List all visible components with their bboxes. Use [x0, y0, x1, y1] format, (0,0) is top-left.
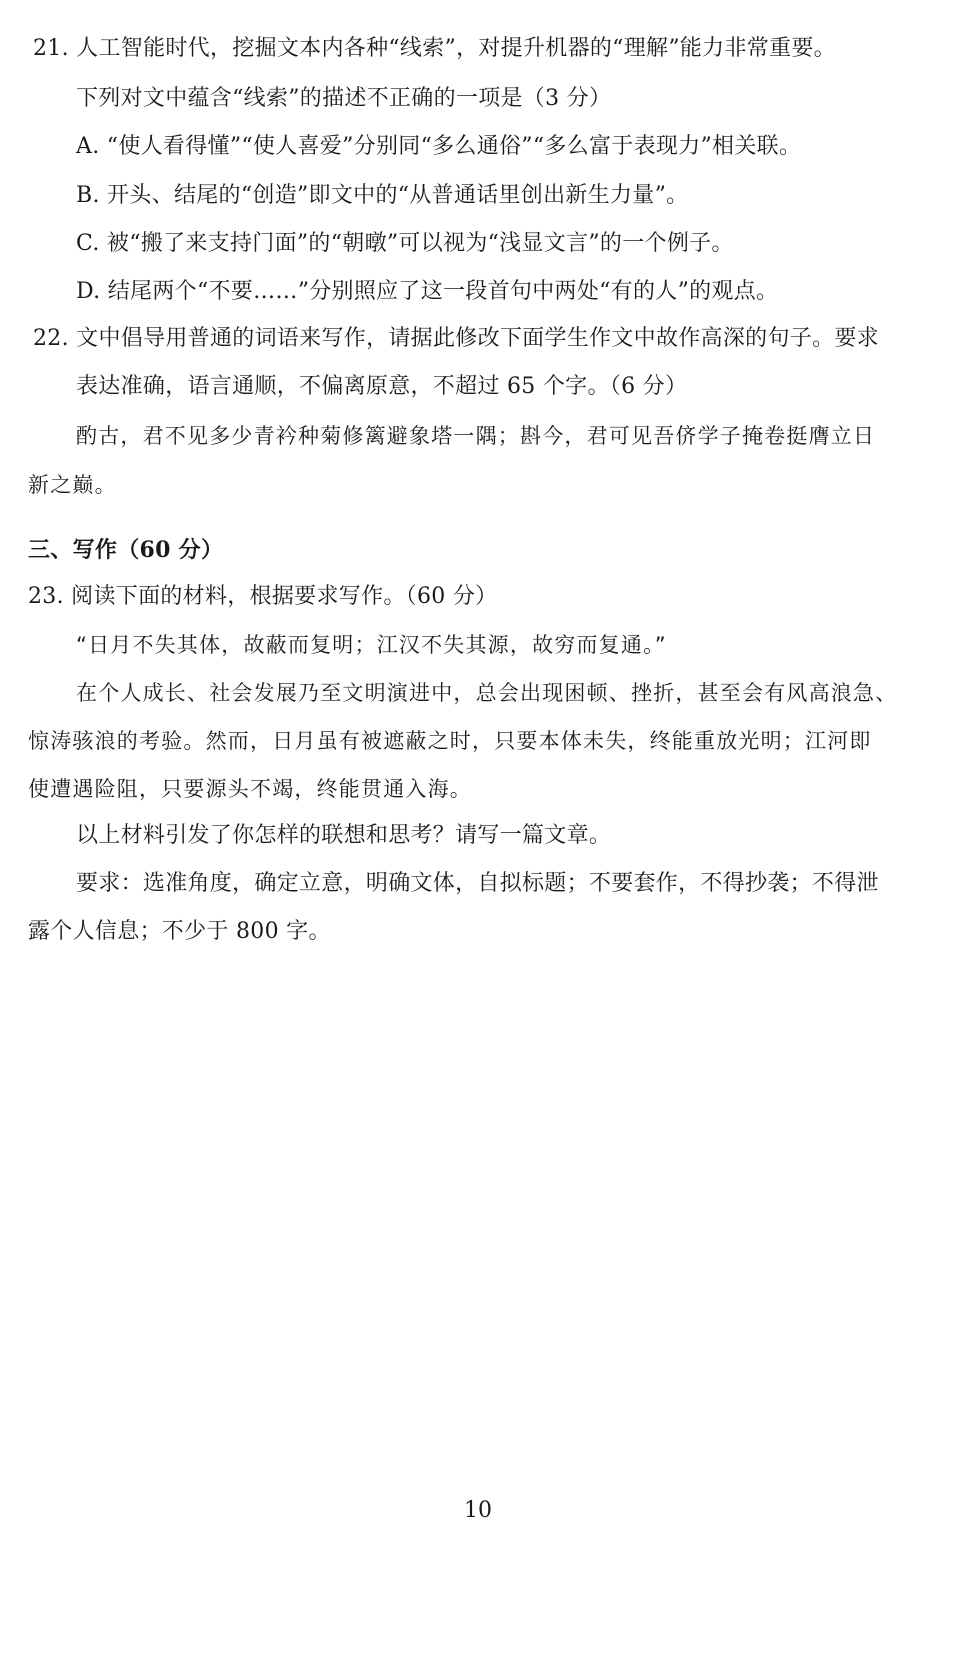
q21-option-d: D. 结尾两个“不要……”分别照应了这一段首句中两处“有的人”的观点。 — [76, 279, 779, 304]
q23-quote: “日月不失其体，故蔽而复明；江汉不失其源，故穷而复通。” — [76, 633, 667, 657]
q21-stem-line-1: 21. 人工智能时代，挖掘文本内各种“线索”，对提升机器的“理解”能力非常重要。 — [33, 36, 836, 61]
q23-requirements-line-1: 要求：选准角度，确定立意，明确文体，自拟标题；不要套作，不得抄袭；不得泄 — [76, 871, 879, 896]
q21-stem-line-2: 下列对文中蕴含“线索”的描述不正确的一项是（3 分） — [76, 86, 612, 111]
q21-option-c: C. 被“搬了来支持门面”的“朝暾”可以视为“浅显文言”的一个例子。 — [76, 231, 734, 256]
q21-option-b: B. 开头、结尾的“创造”即文中的“从普通话里创出新生力量”。 — [76, 183, 689, 208]
page-number: 10 — [464, 1498, 492, 1523]
q22-stem-line-2: 表达准确，语言通顺，不偏离原意，不超过 65 个字。（6 分） — [76, 374, 688, 399]
q21-option-a: A. “使人看得懂”“使人喜爱”分别同“多么通俗”“多么富于表现力”相关联。 — [76, 134, 802, 159]
q22-stem-line-1: 22. 文中倡导用普通的词语来写作，请据此修改下面学生作文中故作高深的句子。要求 — [33, 326, 879, 351]
section-3-heading: 三、写作（60 分） — [28, 537, 224, 563]
q22-sentence-line-1: 酌古，君不见多少青衿种菊修篱避象塔一隅；斟今，君可见吾侪学子掩卷挺膺立日 — [76, 424, 876, 448]
q23-material-line-3: 使遭遇险阻，只要源头不竭，终能贯通入海。 — [28, 777, 472, 801]
q23-stem: 23. 阅读下面的材料，根据要求写作。（60 分） — [28, 584, 498, 609]
q22-sentence-line-2: 新之巅。 — [28, 473, 117, 497]
q23-material-line-2: 惊涛骇浪的考验。然而，日月虽有被遮蔽之时，只要本体未失，终能重放光明；江河即 — [28, 729, 872, 753]
q23-prompt: 以上材料引发了你怎样的联想和思考？请写一篇文章。 — [76, 823, 612, 848]
q23-requirements-line-2: 露个人信息；不少于 800 字。 — [28, 919, 331, 944]
q23-material-line-1: 在个人成长、社会发展乃至文明演进中，总会出现困顿、挫折，甚至会有风高浪急、 — [76, 681, 898, 705]
